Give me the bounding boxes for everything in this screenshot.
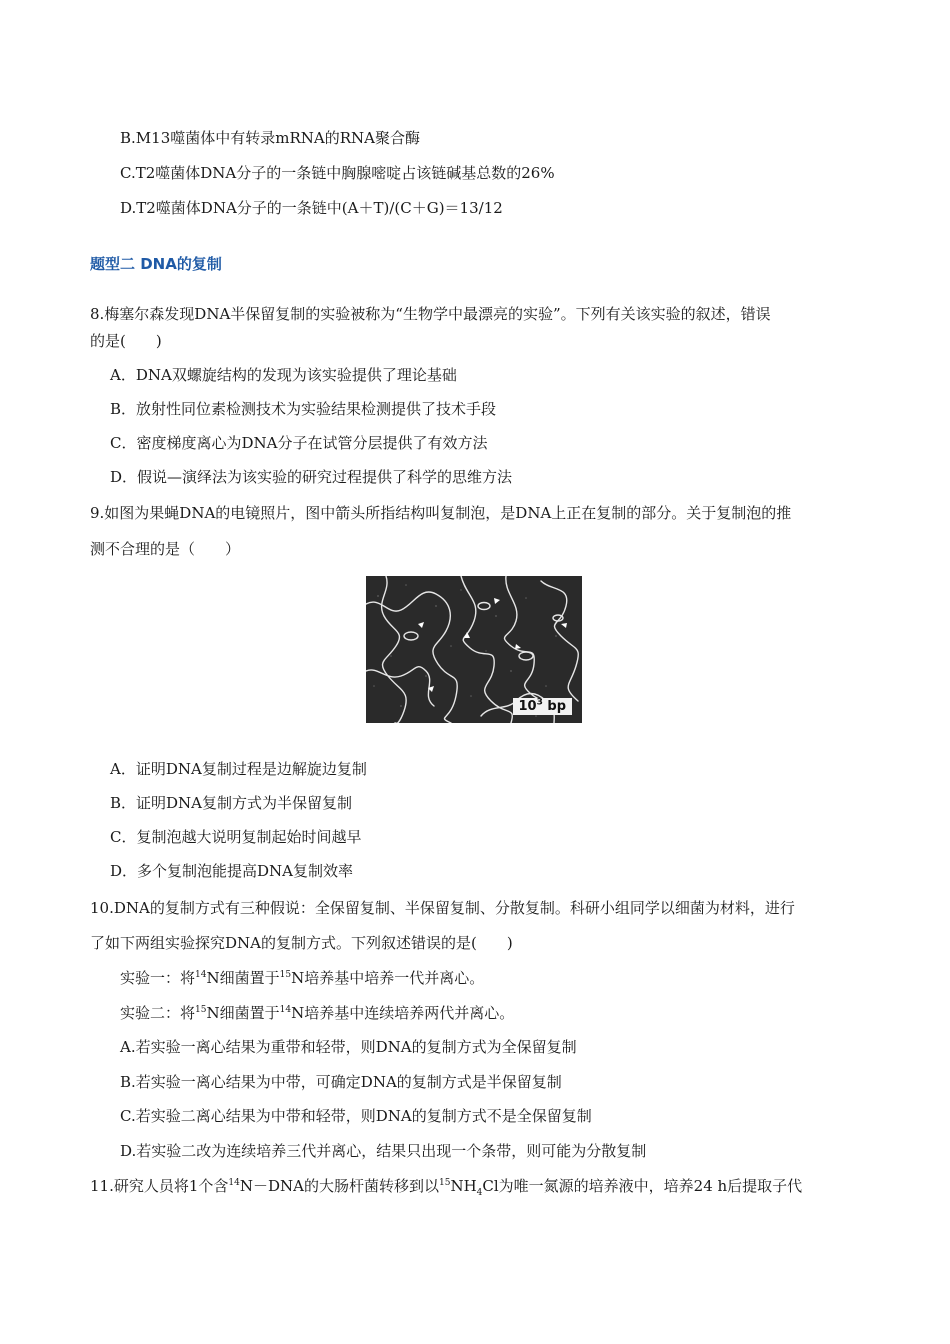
q9-stem-line1: 9.如图为果蝇DNA的电镜照片，图中箭头所指结构叫复制泡，是DNA上正在复制的部分。关于复制泡的推 (90, 504, 792, 522)
q7-option-b: B.M13噬菌体中有转录mRNA的RNA聚合酶 (120, 129, 420, 147)
q9-option-d: D．多个复制泡能提高DNA复制效率 (110, 862, 354, 880)
q9-option-a: A．证明DNA复制过程是边解旋边复制 (110, 760, 367, 778)
q9-option-b: B．证明DNA复制方式为半保留复制 (110, 794, 353, 812)
scale-bar-label (513, 698, 573, 715)
q8-stem-line2: 的是( ) (90, 332, 162, 350)
exp2-text-c: N培养基中连续培养两代并离心。 (291, 1004, 515, 1022)
q10-option-d: D.若实验二改为连续培养三代并离心，结果只出现一个条带，则可能为分散复制 (120, 1142, 647, 1160)
q11-subscript: 4 (476, 1188, 483, 1198)
q9-option-c: C．复制泡越大说明复制起始时间越早 (110, 828, 362, 846)
q8-option-a: A．DNA双螺旋结构的发现为该实验提供了理论基础 (110, 366, 457, 384)
q8-stem-line1: 8.梅塞尔森发现DNA半保留复制的实验被称为“生物学中最漂亮的实验”。下列有关该实验的叙述，错误 (90, 305, 771, 323)
exp2-isotope-2: 14 (279, 1005, 292, 1015)
q11-text-a: 11.研究人员将1个含 (90, 1177, 229, 1195)
q11-isotope-2: 15 (438, 1178, 451, 1188)
q10-option-b: B.若实验一离心结果为中带，可确定DNA的复制方式是半保留复制 (120, 1073, 562, 1091)
q11-text-d: Cl为唯一氮源的培养液中，培养24 h后提取子代 (482, 1177, 803, 1195)
exp1-text-b: N细菌置于 (206, 969, 280, 987)
exp2-isotope-1: 15 (195, 1005, 207, 1015)
q8-option-b: B．放射性同位素检测技术为实验结果检测提供了技术手段 (110, 400, 497, 418)
scale-base: 10 (518, 699, 537, 714)
section-title: 题型二 DNA的复制 (90, 255, 222, 273)
exp1-isotope-2: 15 (279, 970, 292, 980)
q10-experiment-2 (120, 1003, 514, 1023)
dna-electron-micrograph (366, 576, 582, 723)
exp1-text-c: N培养基中培养一代并离心。 (291, 969, 485, 987)
q10-experiment-1 (120, 968, 484, 988)
q10-stem-line2: 了如下两组实验探究DNA的复制方式。下列叙述错误的是( ) (90, 934, 513, 952)
scale-exponent: 3 (536, 697, 543, 708)
q8-option-c: C．密度梯度离心为DNA分子在试管分层提供了有效方法 (110, 434, 488, 452)
exp1-isotope-1: 14 (195, 970, 207, 980)
q10-stem-line1: 10.DNA的复制方式有三种假说：全保留复制、半保留复制、分散复制。科研小组同学以细菌为材料，进行 (90, 899, 795, 917)
q11-text-b: N－DNA的大肠杆菌转移到以 (239, 1177, 439, 1195)
q9-stem-line2: 测不合理的是（ ） (90, 540, 241, 558)
q7-option-c: C.T2噬菌体DNA分子的一条链中胸腺嘧啶占该链碱基总数的26% (120, 164, 555, 182)
exp1-text-a: 实验一：将 (120, 969, 196, 987)
q7-option-d: D.T2噬菌体DNA分子的一条链中(A＋T)/(C＋G)＝13/12 (120, 199, 503, 217)
q8-option-d: D．假说—演绎法为该实验的研究过程提供了科学的思维方法 (110, 468, 513, 486)
q11-text-c: NH (450, 1177, 477, 1195)
q11-isotope-1: 14 (228, 1178, 240, 1188)
q10-option-c: C.若实验二离心结果为中带和轻带，则DNA的复制方式不是全保留复制 (120, 1107, 592, 1125)
exp2-text-b: N细菌置于 (206, 1004, 280, 1022)
scale-unit: bp (542, 699, 566, 714)
q10-option-a: A.若实验一离心结果为重带和轻带，则DNA的复制方式为全保留复制 (120, 1038, 577, 1056)
exp2-text-a: 实验二：将 (120, 1004, 196, 1022)
q11-stem-line1 (90, 1176, 802, 1196)
